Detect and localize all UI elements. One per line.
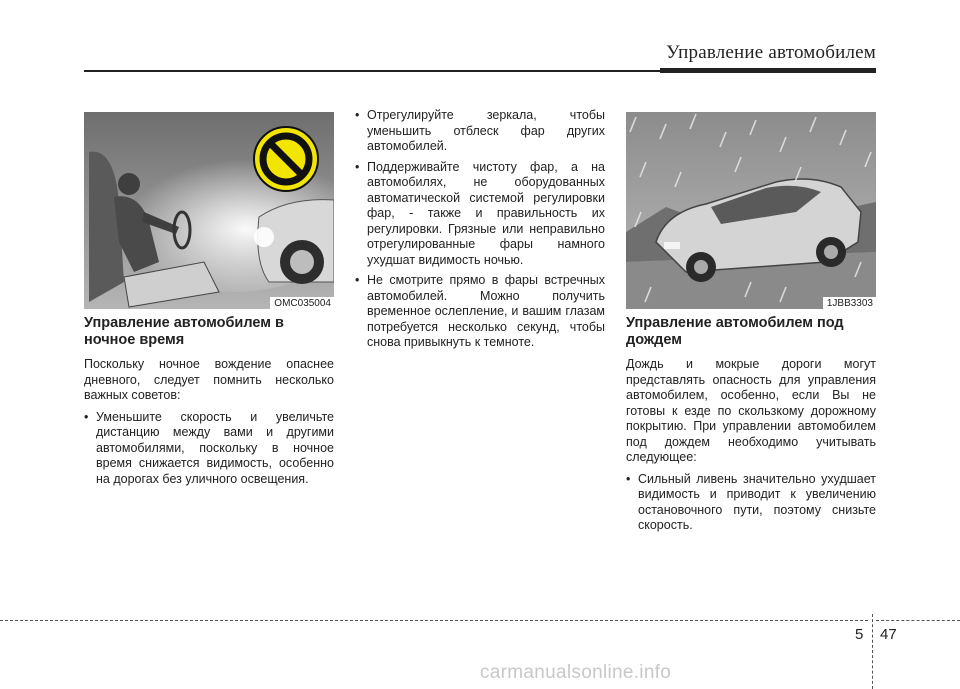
footer-rule-right — [876, 620, 960, 621]
list-item — [355, 108, 605, 155]
watermark: carmanualsonline.info — [480, 662, 672, 683]
list-item — [626, 472, 876, 534]
night-driving-heading: Управление автомобилем в ночное время — [84, 315, 284, 348]
night-tips-list — [355, 108, 605, 351]
night-driving-illustration — [84, 112, 334, 309]
running-header-title: Управление автомобилем — [666, 42, 876, 63]
list-item — [355, 160, 605, 269]
footer-rule — [0, 620, 868, 621]
left-column — [84, 112, 334, 492]
list-item-text: Уменьшите скорость и увеличьте дистанцию между вами и другими автомобилями, поскольку в ночное время снижается видимость, особенно на дорогах без уличного освещения. — [96, 409, 334, 486]
header-rule-accent — [660, 68, 876, 73]
list-item-text: Не смотрите прямо в фары встречных автомобилей. Можно получить временное ослепление, и вашим глазам потребуется несколько секунд, чтобы снова привыкнуть к темноте. — [367, 273, 605, 349]
rain-driving-intro: Дождь и мокрые дороги могут представлять опасность для управления автомобилем, особенно, если Вы не готовы к езде по скользкому дорожному покрытию. При управлении автомобилем под дождем необходимо учитывать следующее: — [626, 357, 876, 464]
night-driving-intro: Поскольку ночное вождение опаснее дневного, следует помнить несколько важных советов: — [84, 357, 334, 402]
section-number: 5 — [855, 626, 864, 643]
rain-driving-heading: Управление автомобилем под дождем — [626, 315, 844, 348]
figure-code: 1JBB3303 — [823, 297, 876, 309]
list-item — [84, 410, 334, 488]
list-item-text: Поддерживайте чистоту фар, а на автомобилях, не оборудованных автоматической системой регулировки фар, - также и правильность их регулировки. Грязные или неправильно отрегулированные фары намного ухудшат видимость ночью. — [367, 159, 605, 267]
list-item-text: Сильный ливень значительно ухудшает видимость и приводит к увеличению остановочного пути, поэтому снизьте скорость. — [638, 471, 876, 532]
list-item-text: Отрегулируйте зеркала, чтобы уменьшить отблеск фар других автомобилей. — [367, 108, 605, 153]
middle-column — [355, 108, 605, 356]
right-column — [626, 112, 876, 539]
bullet-marker: • — [84, 409, 89, 424]
page-number: 47 — [880, 626, 897, 643]
rain-driving-list — [626, 472, 876, 534]
footer-divider — [872, 614, 873, 689]
bullet-marker: • — [355, 159, 360, 174]
figure-code: OMC035004 — [270, 297, 334, 309]
list-item — [355, 273, 605, 351]
bullet-marker: • — [355, 273, 360, 287]
rain-driving-illustration — [626, 112, 876, 309]
night-driving-list — [84, 410, 334, 488]
bullet-marker: • — [626, 471, 631, 486]
bullet-marker: • — [355, 108, 360, 122]
